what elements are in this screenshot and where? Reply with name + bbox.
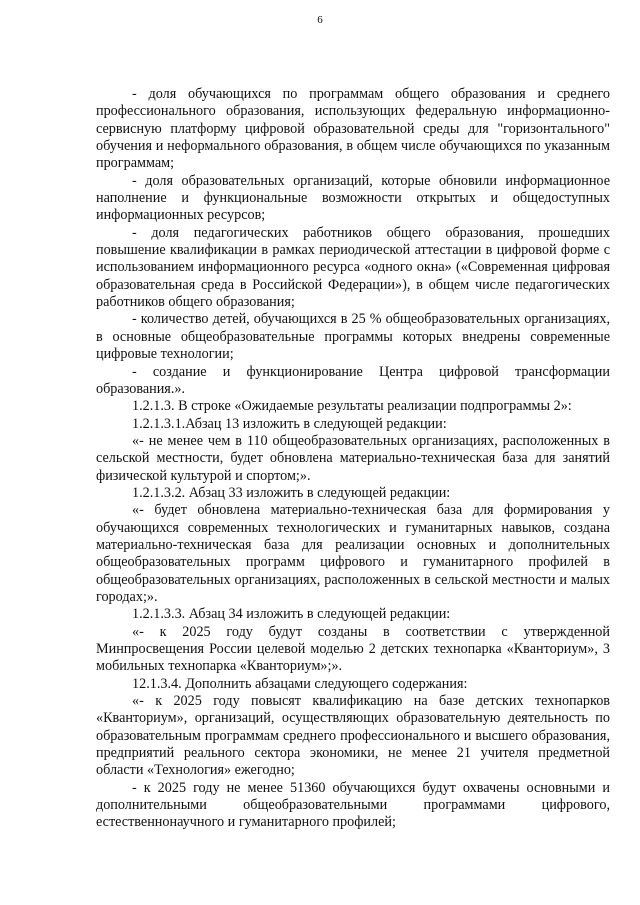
paragraph-quote-abzac-33: «- будет обновлена материально-техническая база для формирования у обучающихся современных технологических и гуманитарных навыков, создана материально-техническая база для реализации основных и дополнительных общеобразовательных программ цифрового и гуманитарного профилей в общеобразовательных организациях, расположенных в сельской местности и малых городах;».: [96, 502, 610, 605]
paragraph-target-share-teachers: - доля педагогических работников общего образования, прошедших повышение квалификации в рамках периодической аттестации в цифровой форме с использованием информационного ресурса «одного окна» («Современная цифровая образовательная среда в Российской Федерации»), в общем числе педагогических работников общего образования;: [96, 224, 610, 311]
paragraph-clause-1-2-1-3-1: 1.2.1.3.1.Абзац 13 изложить в следующей редакции:: [132, 415, 447, 432]
paragraph-quote-abzac-13: «- не менее чем в 110 общеобразовательных организациях, расположенных в сельской местности, будет обновлена материально-техническая база для занятий физической культурой и спортом;».: [96, 432, 610, 484]
paragraph-clause-12-1-3-4: 12.1.3.4. Дополнить абзацами следующего содержания:: [132, 675, 468, 692]
paragraph-target-digital-center: - создание и функционирование Центра цифровой трансформации образования.».: [96, 363, 610, 397]
paragraph-target-share-organizations: - доля образовательных организаций, которые обновили информационное наполнение и функциональные возможности открытых и общедоступных информационных ресурсов;: [96, 172, 610, 224]
paragraph-clause-1-2-1-3: 1.2.1.3. В строке «Ожидаемые результаты реализации подпрограммы 2»:: [132, 398, 572, 415]
paragraph-clause-1-2-1-3-3: 1.2.1.3.3. Абзац 34 изложить в следующей редакции:: [132, 606, 451, 623]
page-number: 6: [317, 14, 323, 26]
paragraph-quote-abzac-34: «- к 2025 году будут созданы в соответствии с утвержденной Минпросвещения России целевой моделью 2 детских технопарка «Кванториум», 3 мобильных технопарка «Кванториум»;».: [96, 623, 610, 675]
paragraph-target-share-platform: - доля обучающихся по программам общего образования и среднего профессионального образования, использующих федеральную информационно-сервисную платформу цифровой образовательной среды для "горизонтального" обучения и неформального образования, в общем числе обучающихся по указанным программам;: [96, 86, 610, 172]
document-body: [96, 86, 610, 832]
paragraph-students-coverage: - к 2025 году не менее 51360 обучающихся будут охвачены основными и дополнительными общеобразовательными программами цифрового, естественнонаучного и гуманитарного профилей;: [96, 779, 610, 831]
paragraph-target-children-count: - количество детей, обучающихся в 25 % общеобразовательных организациях, в основные общеобразовательные программы которых внедрены современные цифровые технологии;: [96, 311, 610, 363]
paragraph-clause-1-2-1-3-2: 1.2.1.3.2. Абзац 33 изложить в следующей редакции:: [132, 484, 451, 501]
paragraph-quote-teachers-training: «- к 2025 году повысят квалификацию на базе детских технопарков «Кванториум», организаций, осуществляющих образовательную деятельность по образовательным программам среднего профессионального и высшего образования, предприятий реального сектора экономики, не менее 21 учителя предметной области «Технология» ежегодно;: [96, 693, 610, 779]
